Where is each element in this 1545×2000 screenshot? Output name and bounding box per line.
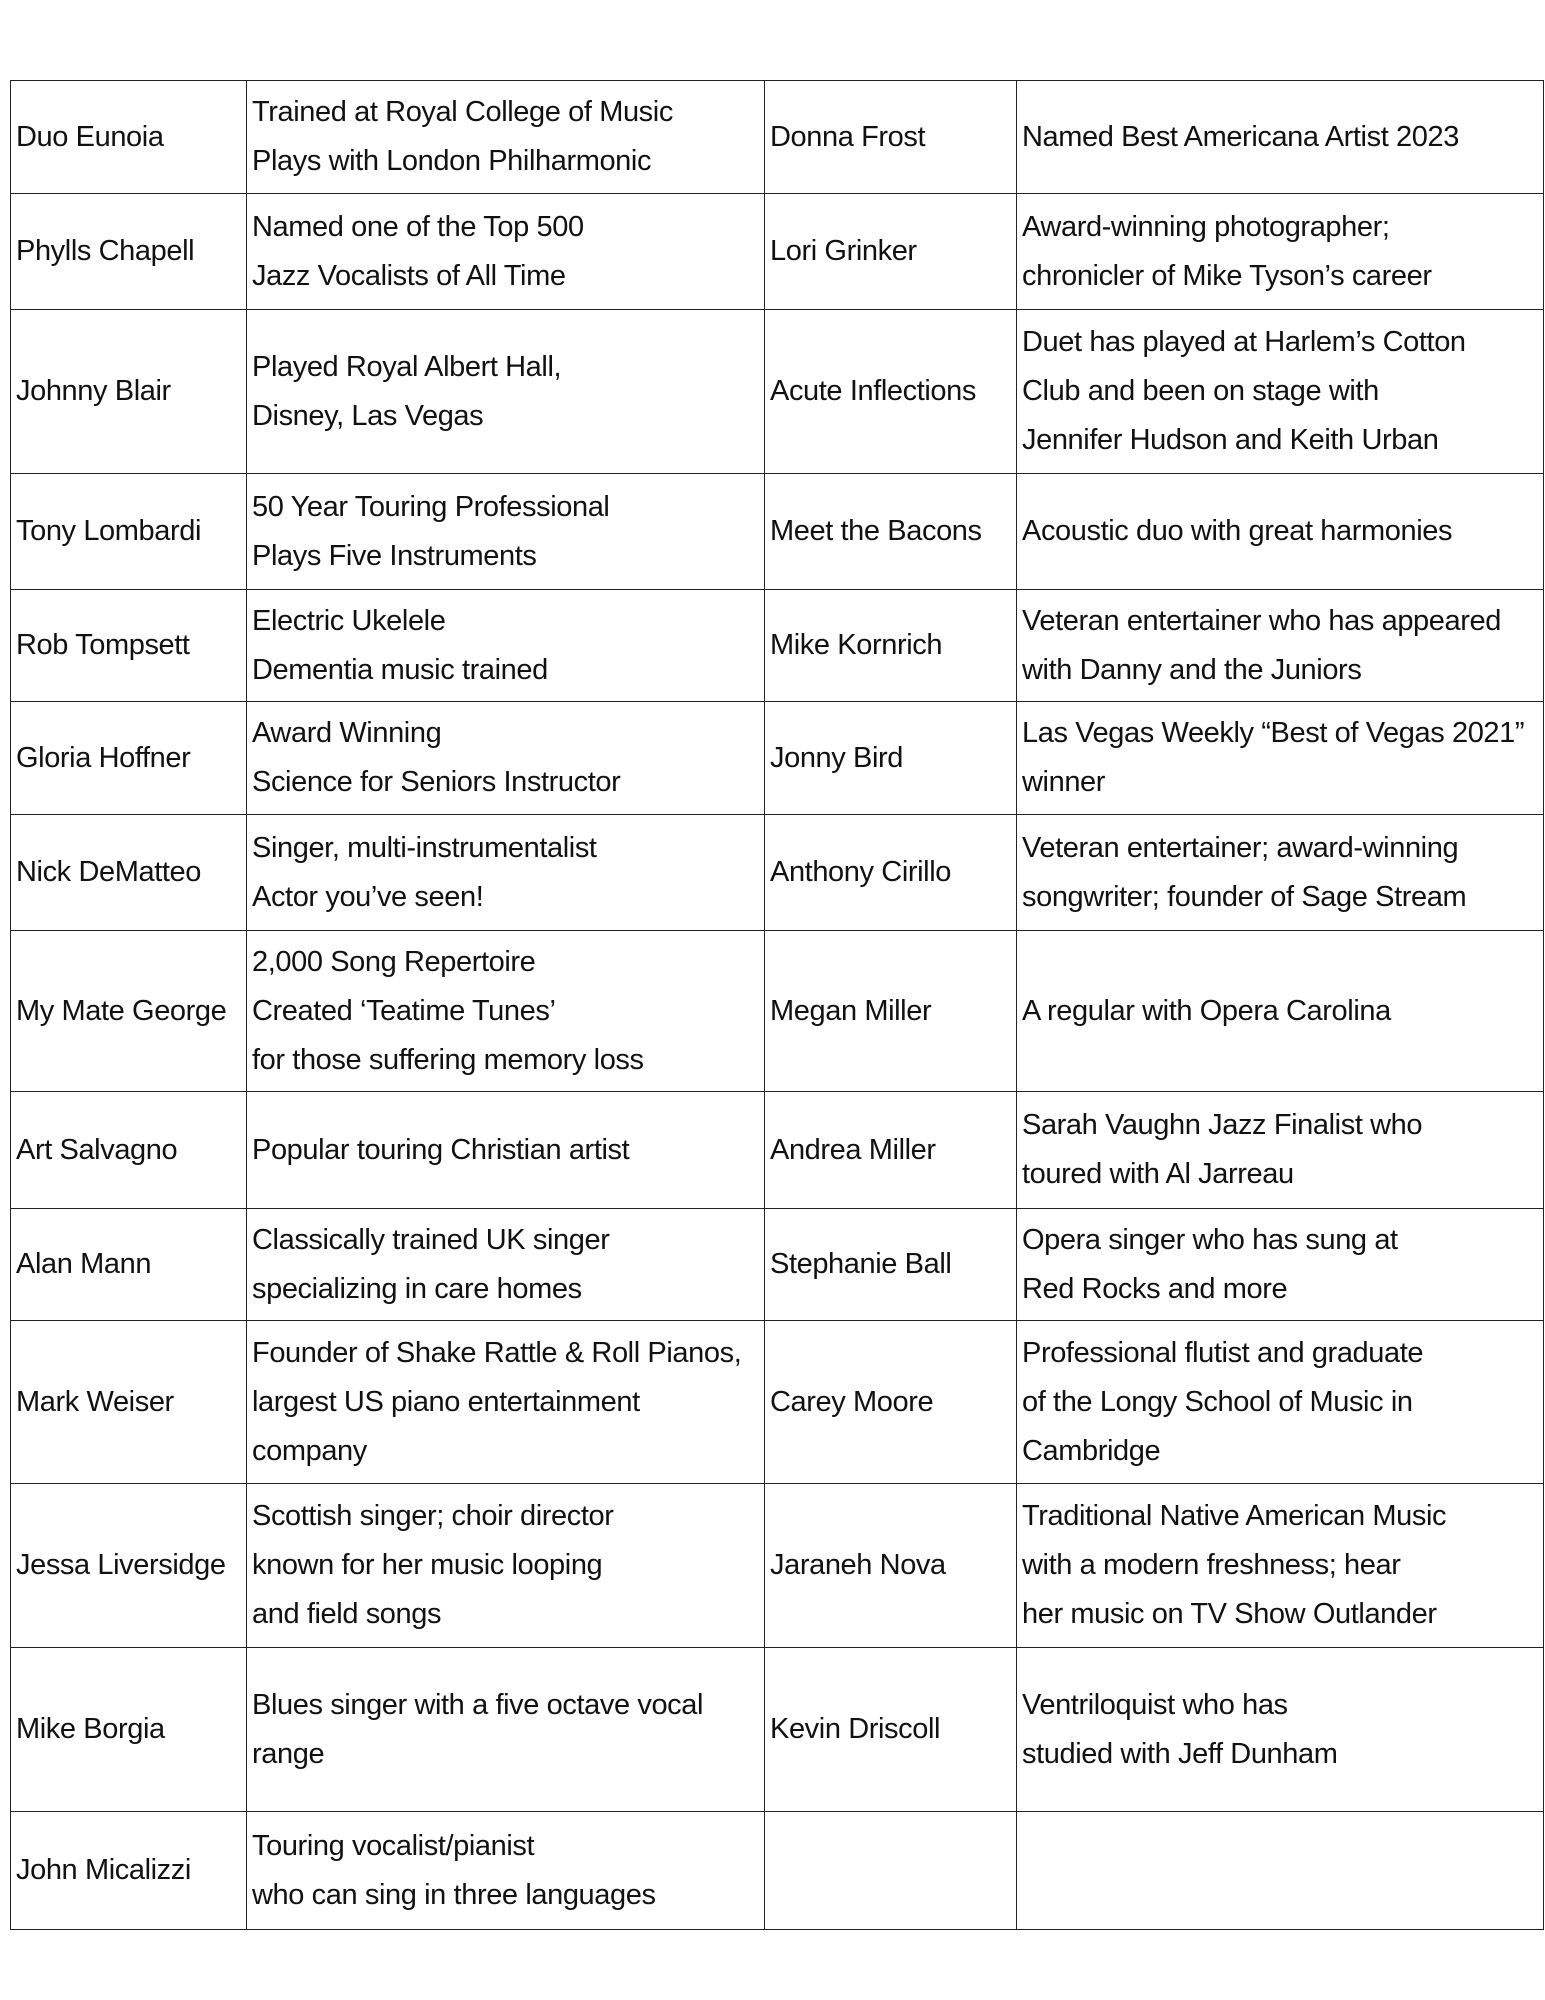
performer-description: Scottish singer; choir director known for her music looping and field songs [247, 1484, 765, 1648]
performer-description: Acoustic duo with great harmonies [1017, 474, 1544, 590]
performer-name: Meet the Bacons [765, 474, 1017, 590]
performer-description: Veteran entertainer; award-winning songwriter; founder of Sage Stream [1017, 815, 1544, 931]
performer-description: Award-winning photographer; chronicler of Mike Tyson’s career [1017, 194, 1544, 310]
performer-name: My Mate George [11, 931, 247, 1092]
performer-name: Lori Grinker [765, 194, 1017, 310]
table-row [11, 931, 1544, 1092]
performer-name: Mark Weiser [11, 1321, 247, 1484]
performer-name: Megan Miller [765, 931, 1017, 1092]
performer-description: Ventriloquist who has studied with Jeff Dunham [1017, 1648, 1544, 1812]
performer-name: Gloria Hoffner [11, 702, 247, 815]
table-row [11, 194, 1544, 310]
table-row [11, 1209, 1544, 1321]
performer-name: Jessa Liversidge [11, 1484, 247, 1648]
performer-description: Popular touring Christian artist [247, 1092, 765, 1209]
performer-description: Played Royal Albert Hall, Disney, Las Vegas [247, 310, 765, 474]
performer-description: Trained at Royal College of Music Plays with London Philharmonic [247, 81, 765, 194]
performer-description: Opera singer who has sung at Red Rocks and more [1017, 1209, 1544, 1321]
performer-description: Touring vocalist/pianist who can sing in three languages [247, 1812, 765, 1930]
performer-description: 2,000 Song Repertoire Created ‘Teatime Tunes’ for those suffering memory loss [247, 931, 765, 1092]
performer-name: Art Salvagno [11, 1092, 247, 1209]
performer-name: Mike Borgia [11, 1648, 247, 1812]
performer-name: Nick DeMatteo [11, 815, 247, 931]
performer-description: Named Best Americana Artist 2023 [1017, 81, 1544, 194]
table-row [11, 1092, 1544, 1209]
performer-name: Carey Moore [765, 1321, 1017, 1484]
performer-description: 50 Year Touring Professional Plays Five Instruments [247, 474, 765, 590]
table-row [11, 1812, 1544, 1930]
performer-description: Blues singer with a five octave vocal range [247, 1648, 765, 1812]
performer-description: Professional flutist and graduate of the Longy School of Music in Cambridge [1017, 1321, 1544, 1484]
performer-name: Rob Tompsett [11, 590, 247, 702]
performer-description: Classically trained UK singer specializing in care homes [247, 1209, 765, 1321]
performer-name: Mike Kornrich [765, 590, 1017, 702]
performer-name: Tony Lombardi [11, 474, 247, 590]
performer-description: Electric Ukelele Dementia music trained [247, 590, 765, 702]
performer-name: Johnny Blair [11, 310, 247, 474]
performer-name: Stephanie Ball [765, 1209, 1017, 1321]
performer-name: Donna Frost [765, 81, 1017, 194]
performer-description: Singer, multi-instrumentalist Actor you’ve seen! [247, 815, 765, 931]
performer-name: Anthony Cirillo [765, 815, 1017, 931]
table-row [11, 1321, 1544, 1484]
performer-name: John Micalizzi [11, 1812, 247, 1930]
table-row [11, 815, 1544, 931]
performer-description [1017, 1812, 1544, 1930]
performer-description: Traditional Native American Music with a modern freshness; hear her music on TV Show Outlander [1017, 1484, 1544, 1648]
performer-description: Veteran entertainer who has appeared with Danny and the Juniors [1017, 590, 1544, 702]
performer-table [10, 80, 1544, 1930]
performer-name: Phylls Chapell [11, 194, 247, 310]
performer-name: Kevin Driscoll [765, 1648, 1017, 1812]
table-row [11, 474, 1544, 590]
performer-description: Award Winning Science for Seniors Instructor [247, 702, 765, 815]
performer-description: Sarah Vaughn Jazz Finalist who toured with Al Jarreau [1017, 1092, 1544, 1209]
table-row [11, 81, 1544, 194]
performer-name: Jonny Bird [765, 702, 1017, 815]
performer-description: Founder of Shake Rattle & Roll Pianos, largest US piano entertainment company [247, 1321, 765, 1484]
table-row [11, 590, 1544, 702]
performer-name [765, 1812, 1017, 1930]
performer-name: Duo Eunoia [11, 81, 247, 194]
table-row [11, 1484, 1544, 1648]
performer-description: A regular with Opera Carolina [1017, 931, 1544, 1092]
performer-name: Jaraneh Nova [765, 1484, 1017, 1648]
performer-description: Las Vegas Weekly “Best of Vegas 2021” winner [1017, 702, 1544, 815]
performer-description: Duet has played at Harlem’s Cotton Club and been on stage with Jennifer Hudson and Keith Urban [1017, 310, 1544, 474]
performer-description: Named one of the Top 500 Jazz Vocalists of All Time [247, 194, 765, 310]
table-row [11, 702, 1544, 815]
table-row [11, 310, 1544, 474]
table-row [11, 1648, 1544, 1812]
performer-name: Acute Inflections [765, 310, 1017, 474]
performer-name: Alan Mann [11, 1209, 247, 1321]
performer-name: Andrea Miller [765, 1092, 1017, 1209]
